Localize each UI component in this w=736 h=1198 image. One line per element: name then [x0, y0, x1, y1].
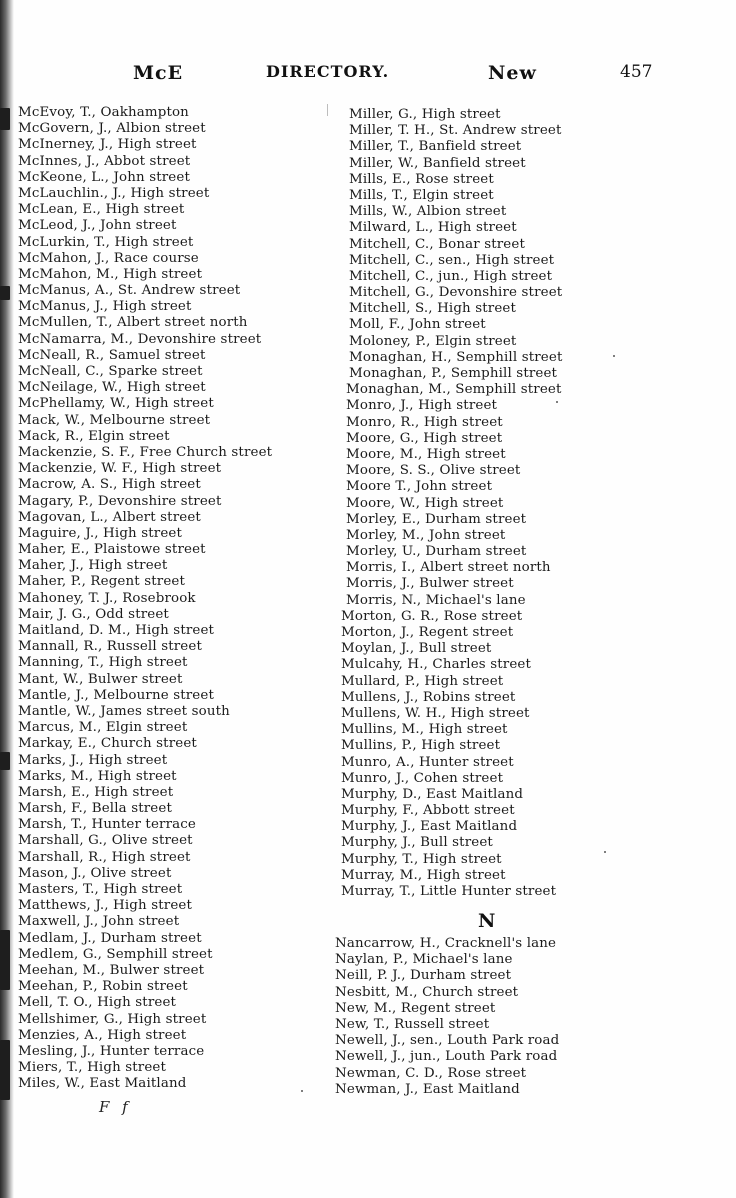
paper-speck [613, 355, 615, 357]
directory-entry: Markay, E., Church street [18, 736, 197, 752]
directory-column-left [18, 105, 272, 1092]
directory-entry: Murphy, D., East Maitland [341, 786, 524, 802]
page-number: 457 [620, 62, 653, 82]
directory-entry: Matthews, J., High street [18, 898, 192, 914]
directory-entry: McLurkin, T., High street [18, 234, 194, 250]
directory-entry: Meehan, P., Robin street [18, 979, 188, 995]
directory-entry: McLeod, J., John street [18, 218, 177, 234]
directory-entry: Morris, I., Albert street north [346, 560, 551, 576]
directory-entry: Miller, G., High street [349, 107, 501, 122]
directory-entry: Marsh, E., High street [18, 784, 174, 800]
directory-entry: McMahon, M., High street [18, 266, 203, 282]
directory-entry: McPhellamy, W., High street [18, 396, 214, 412]
directory-entry: Mell, T. O., High street [18, 995, 177, 1011]
directory-entry: Nancarrow, H., Cracknell's lane [335, 936, 557, 951]
directory-entry: Moloney, P., Elgin street [349, 333, 517, 349]
directory-entry: Masters, T., High street [18, 882, 183, 897]
directory-entry: Murphy, T., High street [341, 851, 502, 867]
directory-entry: Medlem, G., Semphill street [18, 946, 213, 962]
directory-entry: Mason, J., Olive street [18, 865, 172, 881]
directory-entry: Monro, J., High street [346, 398, 498, 414]
running-head-right: New [488, 62, 537, 84]
directory-entry: McNeall, R., Samuel street [18, 347, 206, 363]
paper-speck [556, 401, 558, 403]
spine-ink-mark [0, 1040, 10, 1100]
directory-entry: Marsh, T., Hunter terrace [18, 817, 196, 833]
directory-entry: Maxwell, J., John street [18, 914, 180, 930]
directory-entry: Newman, C. D., Rose street [335, 1065, 527, 1081]
directory-entry: McInerney, J., High street [18, 137, 197, 153]
directory-entry: McMullen, T., Albert street north [18, 315, 248, 331]
directory-entry: Neill, P. J., Durham street [335, 968, 512, 984]
spine-ink-mark [0, 108, 10, 130]
directory-entry: Marcus, M., Elgin street [18, 720, 188, 736]
directory-entry: Newell, J., jun., Louth Park road [335, 1049, 558, 1065]
directory-entry: Mullins, M., High street [341, 722, 508, 738]
directory-entry: Mahoney, T. J., Rosebrook [18, 590, 196, 606]
directory-entry: Mullens, J., Robins street [341, 689, 516, 705]
section-letter-heading: N [478, 910, 496, 932]
directory-entry: Monaghan, H., Semphill street [349, 349, 563, 365]
directory-entry: Morris, J., Bulwer street [346, 576, 514, 592]
directory-entry: McNeall, C., Sparke street [18, 364, 203, 379]
directory-entry: Mitchell, C., Bonar street [349, 236, 525, 252]
directory-entry: Murray, T., Little Hunter street [341, 884, 557, 899]
directory-entry: Murray, M., High street [341, 867, 506, 883]
directory-column-right [335, 107, 562, 900]
directory-entry: Moll, F., John street [349, 317, 486, 333]
directory-entry: Mant, W., Bulwer street [18, 671, 183, 687]
directory-entry: Monaghan, M., Semphill street [346, 382, 562, 398]
directory-entry: McEvoy, T., Oakhampton [18, 105, 189, 120]
directory-entry: Magovan, L., Albert street [18, 509, 201, 525]
directory-entry: Miers, T., High street [18, 1060, 167, 1076]
directory-entry: Mellshimer, G., High street [18, 1011, 207, 1027]
directory-entry: Maher, E., Plaistowe street [18, 542, 206, 558]
directory-entry: Mullins, P., High street [341, 738, 501, 754]
directory-entry: Mackenzie, W. F., High street [18, 461, 222, 477]
directory-entry: Mack, R., Elgin street [18, 428, 170, 444]
directory-entry: Mantle, W., James street south [18, 703, 230, 719]
directory-entry: Mitchell, C., sen., High street [349, 252, 555, 268]
directory-entry: McManus, J., High street [18, 299, 192, 315]
directory-entry: Nesbitt, M., Church street [335, 984, 519, 1000]
directory-entry: Monro, R., High street [346, 414, 503, 430]
directory-entry: Miller, W., Banfield street [349, 155, 526, 171]
directory-entry: McMahon, J., Race course [18, 250, 199, 266]
directory-entry: Morris, N., Michael's lane [346, 592, 526, 608]
directory-entry: New, M., Regent street [335, 1000, 496, 1016]
directory-entry: Monaghan, P., Semphill street [349, 366, 558, 381]
directory-entry: Miller, T., Banfield street [349, 139, 522, 155]
directory-entry: Marks, J., High street [18, 752, 168, 768]
directory-entry: Mitchell, G., Devonshire street [349, 285, 563, 301]
paper-speck [301, 1090, 303, 1092]
directory-entry: McLauchlin., J., High street [18, 185, 210, 201]
directory-entry: Mitchell, S., High street [349, 301, 517, 317]
directory-entry: Munro, A., Hunter street [341, 754, 514, 770]
directory-entry: Maher, J., High street [18, 558, 168, 574]
directory-entry: Mitchell, C., jun., High street [349, 268, 553, 284]
directory-entry: Marshall, R., High street [18, 849, 191, 865]
spine-ink-mark [0, 930, 10, 990]
directory-entry: Manning, T., High street [18, 655, 188, 671]
column-gutter-line [327, 104, 328, 116]
directory-entry: Morley, M., John street [346, 527, 506, 543]
directory-entry: Mulcahy, H., Charles street [341, 657, 531, 673]
directory-entry: Moore T., John street [346, 479, 493, 495]
book-spine-shadow [0, 0, 14, 1198]
directory-entry: Maguire, J., High street [18, 525, 183, 541]
directory-entry: Mills, W., Albion street [349, 204, 507, 220]
directory-entry: Marshall, G., Olive street [18, 833, 193, 849]
directory-entry: McManus, A., St. Andrew street [18, 283, 241, 299]
directory-entry: Mesling, J., Hunter terrace [18, 1043, 205, 1059]
directory-entry: Menzies, A., High street [18, 1027, 187, 1043]
running-head-title: DIRECTORY. [266, 62, 390, 81]
directory-entry: Murphy, J., East Maitland [341, 819, 518, 835]
directory-entry: Moore, W., High street [346, 495, 504, 511]
directory-entry: McNeilage, W., High street [18, 380, 206, 396]
directory-entry: Magary, P., Devonshire street [18, 493, 222, 509]
directory-entry: Morley, U., Durham street [346, 544, 527, 560]
directory-entry: McGovern, J., Albion street [18, 121, 206, 137]
directory-entry: Newman, J., East Maitland [335, 1081, 520, 1097]
spine-ink-mark [0, 752, 10, 770]
directory-entry: Moore, S. S., Olive street [346, 463, 521, 479]
directory-entry: Miles, W., East Maitland [18, 1076, 187, 1092]
directory-entry: Mack, W., Melbourne street [18, 412, 211, 428]
directory-entry: New, T., Russell street [335, 1016, 490, 1032]
directory-entry: Maitland, D. M., High street [18, 623, 215, 638]
directory-entry: McNamarra, M., Devonshire street [18, 331, 262, 347]
directory-entry: Morley, E., Durham street [346, 511, 527, 527]
directory-entry: Mantle, J., Melbourne street [18, 687, 214, 703]
directory-entry: Mullard, P., High street [341, 673, 504, 689]
spine-ink-mark [0, 286, 10, 300]
paper-speck [604, 851, 606, 853]
directory-entry: Marks, M., High street [18, 768, 177, 784]
running-head-left: McE [133, 62, 184, 84]
directory-entry: McInnes, J., Abbot street [18, 153, 191, 169]
directory-entry: Mackenzie, S. F., Free Church street [18, 444, 273, 460]
directory-entry: Munro, J., Cohen street [341, 770, 504, 786]
directory-entry: Milward, L., High street [349, 220, 517, 236]
directory-entry: Marsh, F., Bella street [18, 801, 172, 817]
directory-column-n-section [335, 936, 559, 1098]
directory-entry: Mullens, W. H., High street [341, 705, 530, 721]
directory-entry: Miller, T. H., St. Andrew street [349, 123, 562, 139]
directory-entry: Meehan, M., Bulwer street [18, 962, 205, 978]
printer-signature-mark: F f [99, 1098, 132, 1116]
directory-entry: Mair, J. G., Odd street [18, 606, 169, 622]
directory-entry: Murphy, J., Bull street [341, 835, 493, 851]
directory-entry: Morton, J., Regent street [341, 625, 514, 640]
directory-entry: Moylan, J., Bull street [341, 641, 492, 657]
directory-entry: Newell, J., sen., Louth Park road [335, 1033, 560, 1049]
directory-entry: Murphy, F., Abbott street [341, 803, 515, 819]
directory-entry: Macrow, A. S., High street [18, 477, 201, 493]
directory-entry: Mannall, R., Russell street [18, 639, 202, 655]
directory-entry: Morton, G. R., Rose street [341, 608, 523, 624]
directory-entry: Maher, P., Regent street [18, 574, 185, 590]
directory-entry: Medlam, J., Durham street [18, 930, 202, 946]
directory-entry: McKeone, L., John street [18, 169, 190, 185]
directory-entry: Mills, E., Rose street [349, 171, 494, 187]
directory-entry: Naylan, P., Michael's lane [335, 952, 513, 968]
directory-entry: Moore, G., High street [346, 430, 503, 446]
directory-entry: Moore, M., High street [346, 446, 506, 462]
directory-entry: McLean, E., High street [18, 202, 185, 218]
directory-entry: Mills, T., Elgin street [349, 187, 494, 203]
